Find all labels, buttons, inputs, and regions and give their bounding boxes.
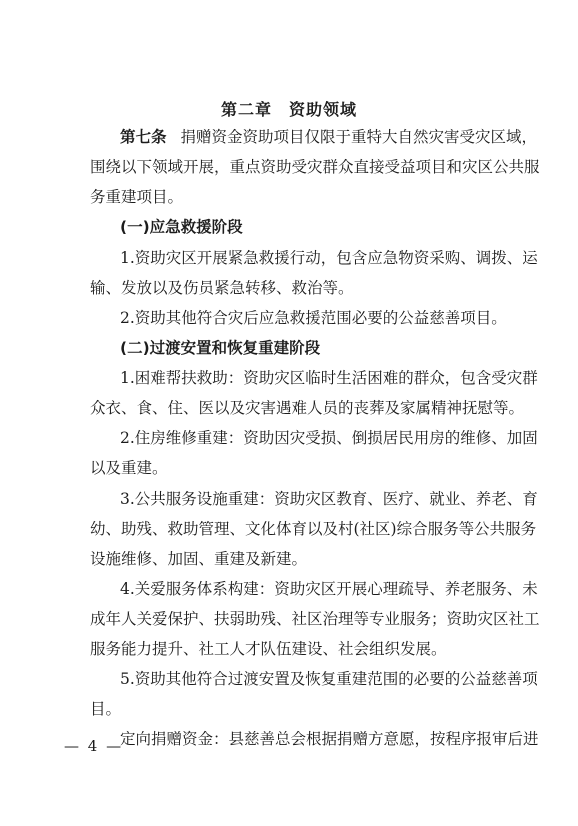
paragraph-line: 输、发放以及伤员紧急转移、救治等。 — [90, 279, 354, 297]
paragraph-line: 5.资助其他符合过渡安置及恢复重建范围的必要的公益慈善项 — [120, 670, 538, 688]
paragraph-line: 2.住房维修重建：资助因灾受损、倒损居民用房的维修、加固 — [120, 429, 538, 447]
chapter-title: 第二章 资助领域 — [220, 100, 357, 119]
page-number: — 4 — — [64, 737, 124, 755]
paragraph-line: 4.关爱服务体系构建：资助灾区开展心理疏导、养老服务、未 — [120, 580, 538, 598]
paragraph-line: 成年人关爱保护、扶弱助残、社区治理等专业服务；资助灾区社工 — [90, 610, 540, 628]
paragraph-line: 目。 — [90, 700, 122, 718]
article-7-line-2: 围绕以下领域开展，重点资助受灾群众直接受益项目和灾区公共服 — [90, 158, 540, 176]
paragraph-line: 1.资助灾区开展紧急救援行动，包含应急物资采购、调拨、运 — [120, 249, 538, 267]
paragraph-line: 3.公共服务设施重建：资助灾区教育、医疗、就业、养老、育 — [120, 490, 538, 508]
paragraph-line: 幼、助残、救助管理、文化体育以及村(社区)综合服务等公共服务 — [90, 520, 537, 538]
paragraph-line: 定向捐赠资金：县慈善总会根据捐赠方意愿，按程序报审后进 — [120, 730, 539, 748]
article-7-label: 第七条 — [120, 128, 167, 146]
paragraph-line: 2.资助其他符合灾后应急救援范围必要的公益慈善项目。 — [120, 309, 507, 327]
article-7-line-3: 务重建项目。 — [90, 188, 184, 206]
article-7-text: 捐赠资金资助项目仅限于重特大自然灾害受灾区域， — [180, 128, 538, 146]
section-heading-emergency: (一)应急救援阶段 — [120, 218, 243, 236]
paragraph-line: 1.困难帮扶救助：资助灾区临时生活困难的群众，包含受灾群 — [120, 369, 538, 387]
section-heading-recovery: (二)过渡安置和恢复重建阶段 — [120, 339, 321, 357]
paragraph-line: 以及重建。 — [90, 459, 168, 477]
paragraph-line: 服务能力提升、社工人才队伍建设、社会组织发展。 — [90, 640, 447, 658]
paragraph-line: 设施维修、加固、重建及新建。 — [90, 550, 308, 568]
paragraph-line: 众衣、食、住、医以及灾害遇难人员的丧葬及家属精神抚慰等。 — [90, 399, 525, 417]
article-7-line-1 — [120, 127, 538, 147]
